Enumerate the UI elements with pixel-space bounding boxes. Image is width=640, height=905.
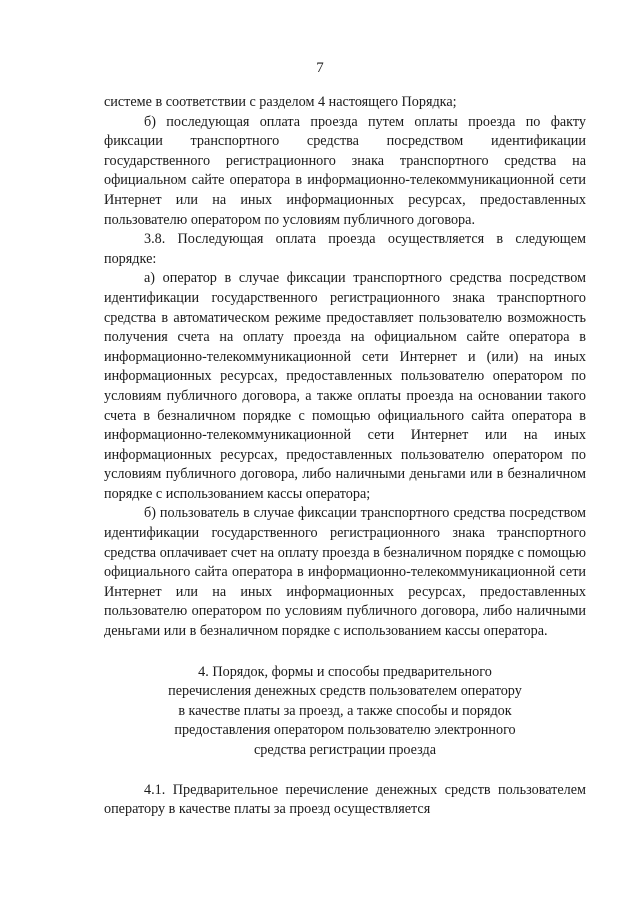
paragraph-3-8: 3.8. Последующая оплата проезда осуществляется в следующем порядке: [104,231,586,267]
paragraph-continuation: системе в соответствии с разделом 4 настоящего Порядка; [104,94,457,110]
paragraph-3-8-a: а) оператор в случае фиксации транспортного средства посредством идентификации государственного регистрационного знака транспортного средства в автоматическом режиме предоставляет пользователю возможность получения счета на оплату проезда на официальном сайте оператора в информационно-телекоммуникационной сети Интернет и (или) на иных информационных ресурсах, предоставленных пользователю оператором по условиям публичного договора, а также оплаты проезда на основании такого счета в безналичном порядке с помощью официального сайта оператора в информационно-телекоммуникационной сети Интернет или на иных информационных ресурсах, предоставленных пользователю оператором по условиям публичного договора, либо наличными деньгами или в безналичном порядке с использованием кассы оператора; [104,270,586,502]
section-title-line: в качестве платы за проезд, а также способы и порядок [178,702,512,719]
section-4-heading [104,663,586,761]
paragraph-3-7-b: б) последующая оплата проезда путем оплаты проезда по факту фиксации транспортного средства посредством идентификации государственного регистрационного знака транспортного средства на официальном сайте оператора в информационно-телекоммуникационной сети Интернет или на иных информационных ресурсах, предоставленных пользователю оператором по условиям публичного договора. [104,113,586,228]
section-title-line: предоставления оператором пользователю электронного [174,722,516,739]
section-title-line: средства регистрации проезда [253,742,437,758]
section-title-line: 4. Порядок, формы и способы предварительного [198,663,492,680]
paragraph-3-8-b: б) пользователь в случае фиксации транспортного средства посредством идентификации государственного регистрационного знака транспортного средства оплачивает счет на оплату проезда в безналичном порядке с помощью официального сайта оператора в информационно-телекоммуникационной сети Интернет или на иных информационных ресурсах, предоставленных пользователю оператором по условиям публичного договора, либо наличными деньгами или в безналичном порядке с использованием кассы оператора. [104,505,586,640]
paragraph-4-1: 4.1. Предварительное перечисление денежных средств пользователем оператору в качестве платы за проезд осуществляется [104,781,586,818]
page-number: 7 [316,60,324,76]
document-body [104,93,586,820]
section-title-line: перечисления денежных средств пользователем оператору [168,683,522,700]
